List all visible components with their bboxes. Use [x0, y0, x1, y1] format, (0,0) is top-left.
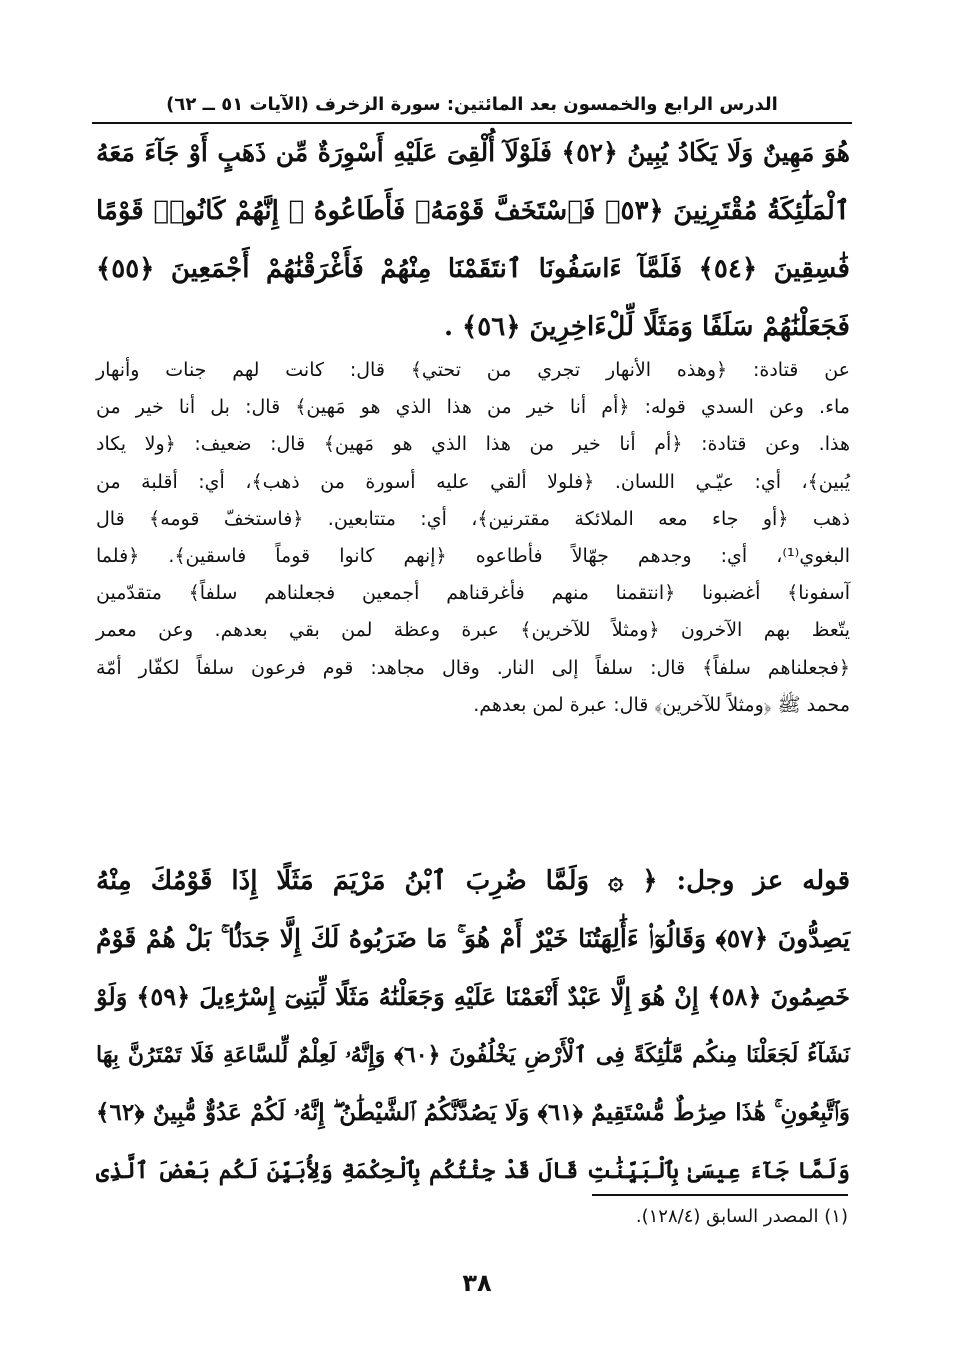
verse-line: هُوَ مَهِينٌ وَلَا يَكَادُ يُبِينُ ﴿٥٢﴾ فَلَوْلَآ أُلْقِىَ عَلَيْهِ أَسْوِرَةٌ مِّن ذَهَبٍ أَوْ جَآءَ مَعَهُ: [96, 138, 850, 167]
commentary-line: يُبين﴾، أي: عيّـي اللسان. ﴿فلولا ألقي عليه أسورة من ذهب﴾، أي: أقلبة من: [96, 470, 850, 493]
commentary-line: ﴿فجعلناهم سلفاً﴾ قال: سلفاً إلى النار. وقال مجاهد: قوم فرعون سلفاً لكفّار أمّة: [96, 656, 850, 679]
commentary-line: عن قتادة: ﴿وهذه الأنهار تجري من تحتي﴾ قال: كانت لهم جنات وأنهار: [96, 359, 850, 381]
commentary-line: محمد ﷺ ﴿ومثلاً للآخرين﴾ قال: عبرة لمن بعدهم.: [473, 693, 850, 716]
verse-line: وَلَمَّا جَآءَ عِيسَىٰ بِٱلْبَيِّنَٰتِ قَالَ قَدْ جِئْتُكُم بِٱلْحِكْمَةِ وَلِأُبَيِّنَ لَكُم بَعْضَ ٱلَّذِى: [96, 1158, 850, 1184]
verse-line: وَٱتَّبِعُونِ ۚ هَٰذَا صِرَٰطٌ مُّسْتَقِيمٌ ﴿٦١﴾ وَلَا يَصُدَّنَّكُمُ ٱلشَّيْطَٰنُ ۖ إِنَّهُۥ لَكُمْ عَدُوٌّ مُّبِينٌ ﴿٦٢﴾: [96, 1099, 851, 1126]
page-number: ٣٨: [462, 1269, 492, 1297]
commentary-line: آسفونا﴾ أغضبونا ﴿انتقمنا منهم فأغرقناهم أجمعين فجعلناهم سلفاً﴾ متقدّمين: [96, 582, 850, 605]
verse-line: ٱلْمَلَٰٓئِكَةُ مُقْتَرِنِينَ ﴿٥٣﴾ فَٱسْتَخَفَّ قَوْمَهُۥ فَأَطَاعُوهُ ۚ إِنَّهُمْ كَانُوا۟ قَوْمًا: [96, 196, 851, 226]
quran-verses-bottom: [96, 852, 850, 1200]
commentary-line: البغوي⁽¹⁾، أي: وجدهم جهّالاً فأطاعوه ﴿إنهم كانوا قوماً فاسقين﴾. ﴿فلما: [96, 544, 850, 567]
running-header: الدرس الرابع والخمسون بعد المائتين: سورة الزخرف (الآيات ٥١ ــ ٦٢): [166, 94, 778, 115]
verse-line: فَٰسِقِينَ ﴿٥٤﴾ فَلَمَّآ ءَاسَفُونَا ٱنتَقَمْنَا مِنْهُمْ فَأَغْرَقْنَٰهُمْ أَجْمَعِينَ ﴿٥٥﴾: [96, 254, 850, 284]
commentary-paragraph: [96, 352, 850, 724]
verse-line: يَصِدُّونَ ﴿٥٧﴾ وَقَالُوٓا۟ ءَأَٰلِهَتُنَا خَيْرٌ أَمْ هُوَ ۚ مَا ضَرَبُوهُ لَكَ إِلَّا جَدَلًۢا ۚ بَلْ هُمْ قَوْمٌ: [96, 924, 850, 953]
commentary-line: يتّعظ بهم الآخرون ﴿ومثلاً للآخرين﴾ عبرة وعظة لمن بقي بعدهم. وعن معمر: [96, 619, 850, 642]
verse-line: نَشَآءُ لَجَعَلْنَا مِنكُم مَّلَٰٓئِكَةً فِى ٱلْأَرْضِ يَخْلُفُونَ ﴿٦٠﴾ وَإِنَّهُۥ لَعِلْمٌ لِّلسَّاعَةِ فَلَا تَمْتَرُنَّ بِهَا: [96, 1042, 850, 1068]
footnote: (١) المصدر السابق (١٢٨/٤).: [635, 1206, 848, 1227]
quran-verses-top: [96, 124, 850, 356]
commentary-line: ذهب ﴿أو جاء معه الملائكة مقترنين﴾، أي: متتابعين. ﴿فاستخفّ قومه﴾ قال: [96, 507, 850, 530]
verse-line: فَجَعَلْنَٰهُمْ سَلَفًا وَمَثَلًا لِّلْءَاخِرِينَ ﴿٥٦﴾ .: [443, 312, 850, 342]
verse-line: خَصِمُونَ ﴿٥٨﴾ إِنْ هُوَ إِلَّا عَبْدٌ أَنْعَمْنَا عَلَيْهِ وَجَعَلْنَٰهُ مَثَلًا لِّبَنِىٓ إِسْرَٰٓءِيلَ ﴿٥٩﴾ وَلَوْ: [96, 982, 850, 1011]
commentary-line: هذا. وعن قتادة: ﴿أم أنا خير من هذا الذي هو مَهين﴾ قال: ضعيف: ﴿ولا يكاد: [96, 433, 850, 456]
footnote-divider: [592, 1194, 848, 1196]
commentary-line: ماء. وعن السدي قوله: ﴿أم أنا خير من هذا الذي هو مَهين﴾ قال: بل أنا خير من: [96, 396, 850, 419]
verse-line: قوله عز وجل: ﴿ ۞ وَلَمَّا ضُرِبَ ٱبْنُ مَرْيَمَ مَثَلًا إِذَا قَوْمُكَ مِنْهُ: [96, 866, 850, 896]
